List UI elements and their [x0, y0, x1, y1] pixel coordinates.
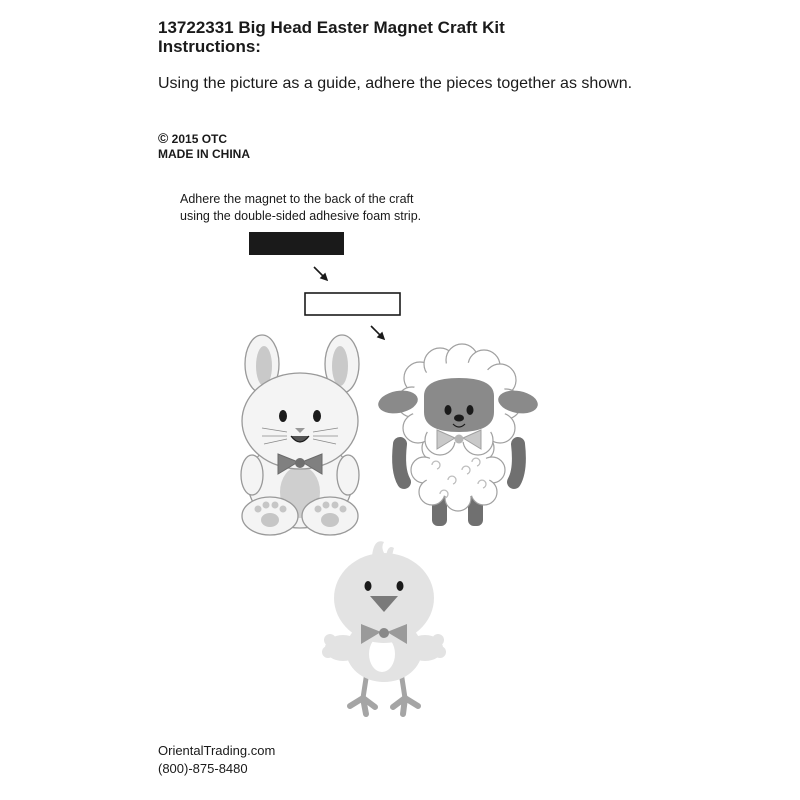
arrow-icon [314, 267, 327, 280]
magnet-note-line-1: Adhere the magnet to the back of the craft [180, 192, 414, 206]
magnet-strip [249, 232, 344, 255]
made-in-label: MADE IN CHINA [158, 147, 250, 161]
lamb-figure [376, 344, 539, 526]
arrow-icon [371, 326, 384, 339]
title-line-1: 13722331 Big Head Easter Magnet Craft Kit [158, 18, 505, 37]
instructions-text: Using the picture as a guide, adhere the pieces together as shown. [158, 75, 633, 92]
chick-figure [322, 541, 446, 714]
magnet-note-line-2: using the double-sided adhesive foam strip. [180, 209, 422, 223]
title-line-2: Instructions: [158, 37, 261, 56]
phone-text: (800)-875-8480 [158, 761, 248, 776]
footer-contact [158, 742, 275, 778]
foam-strip [305, 293, 400, 315]
website-text: OrientalTrading.com [158, 743, 276, 758]
copyright-symbol: © [158, 130, 169, 146]
bunny-figure [241, 335, 359, 535]
copyright-year: 2015 OTC [171, 132, 228, 146]
